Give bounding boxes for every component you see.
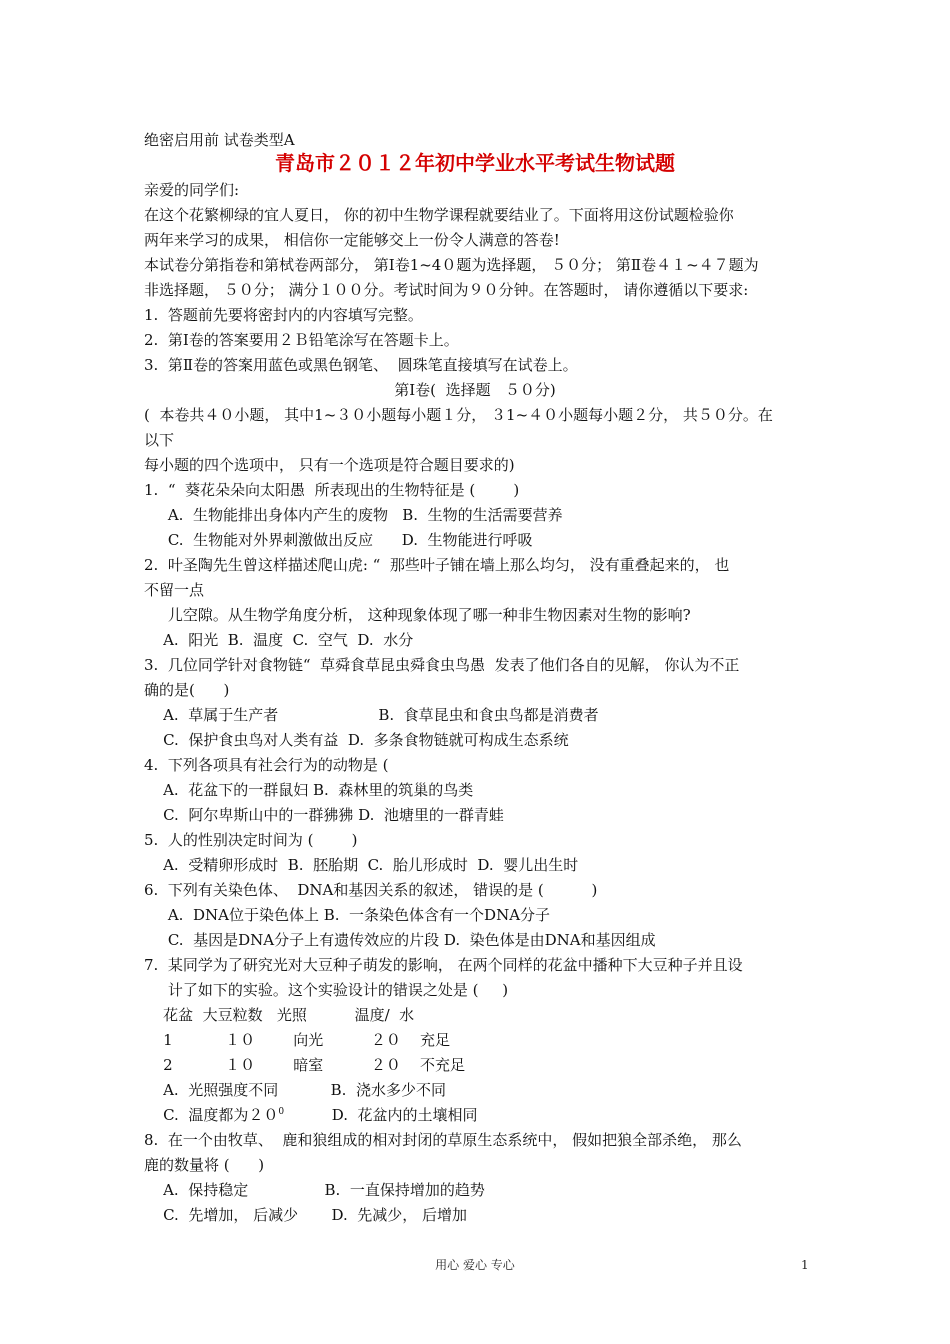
option-c-text: C. 温度都为２０ <box>144 1106 279 1124</box>
question-line: A. 花盆下的一群鼠妇 B. 森林里的筑巢的鸟类 <box>144 781 474 799</box>
experiment-table-row: 2 １０ 暗室 ２０ 不充足 <box>144 1056 465 1074</box>
question-line: C. 生物能对外界刺激做出反应 D. 生物能进行呼吸 <box>144 531 533 549</box>
classification-line: 绝密启用前 试卷类型A <box>144 131 295 149</box>
instruction-item: 1. 答题前先要将密封内的内容填写完整。 <box>144 306 423 324</box>
question-line: 6. 下列有关染色体、 DNA和基因关系的叙述， 错误的是 ( ) <box>144 881 598 899</box>
question-line: A. 生物能排出身体内产生的废物 B. 生物的生活需要营养 <box>144 506 563 524</box>
question-line: A. 保持稳定 B. 一直保持增加的趋势 <box>144 1181 485 1199</box>
question-line: 不留一点 <box>144 581 205 599</box>
question-line: 鹿的数量将 ( ) <box>144 1156 265 1174</box>
question-line: 4. 下列各项具有社会行为的动物是 ( <box>144 756 389 774</box>
experiment-table-header: 花盆 大豆粒数 光照 温度/ 水 <box>144 1006 415 1024</box>
intro-line: 两年来学习的成果， 相信你一定能够交上一份令人满意的答卷! <box>144 231 560 249</box>
question-line: A. 受精卵形成时 B. 胚胎期 C. 胎儿形成时 D. 婴儿出生时 <box>144 856 579 874</box>
option-d-text: D. 花盆内的土壤相同 <box>331 1106 478 1124</box>
question-line: 2. 叶圣陶先生曾这样描述爬山虎: “ 那些叶子铺在墙上那么均匀， 没有重叠起来的， 也 <box>144 556 730 574</box>
intro-line: 在这个花繁柳绿的宜人夏日， 你的初中生物学课程就要结业了。下面将用这份试题检验你 <box>144 206 734 224</box>
question-line: 儿空隙。从生物学角度分析， 这种现象体现了哪一种非生物因素对生物的影响? <box>144 606 691 624</box>
intro-greeting: 亲爱的同学们: <box>144 181 240 199</box>
question-line: 5. 人的性别决定时间为 ( ) <box>144 831 358 849</box>
question-line: 7. 某同学为了研究光对大豆种子萌发的影响， 在两个同样的花盆中播种下大豆种子并且设 <box>144 956 743 974</box>
question-line: 1. “ 葵花朵朵向太阳愚 所表现出的生物特征是 ( ) <box>144 481 520 499</box>
question-line: C. 先增加， 后减少 D. 先减少， 后增加 <box>144 1206 468 1224</box>
question-line: 计了如下的实验。这个实验设计的错误之处是 ( ) <box>144 981 509 999</box>
page-number: 1 <box>801 1258 809 1272</box>
question-line: C. 阿尔卑斯山中的一群狒狒 D. 池塘里的一群青蛙 <box>144 806 504 824</box>
footer-motto: 用心 爱心 专心 <box>435 1258 515 1272</box>
section-note: ( 本卷共４０小题， 其中1~３０小题每小题１分， ３1~４０小题每小题２分， 共５０分。在 <box>144 406 773 424</box>
exam-title: 青岛市２０１２年初中学业水平考试生物试题 <box>275 151 675 175</box>
degree-superscript: 0 <box>278 1107 285 1117</box>
question-line: A. 草属于生产者 B. 食草昆虫和食虫鸟都是消费者 <box>144 706 599 724</box>
question-line: 8. 在一个由牧草、 鹿和狼组成的相对封闭的草原生态系统中， 假如把狼全部杀绝， 那么 <box>144 1131 742 1149</box>
section-note: 每小题的四个选项中， 只有一个选项是符合题目要求的) <box>144 456 515 474</box>
question-line <box>144 1106 478 1124</box>
section-note: 以下 <box>144 431 175 449</box>
question-line: A. 光照强度不同 B. 浇水多少不同 <box>144 1081 446 1099</box>
question-line: C. 保护食虫鸟对人类有益 D. 多条食物链就可构成生态系统 <box>144 731 569 749</box>
section-heading: 第Ⅰ卷( 选择题 ５０分) <box>394 381 556 399</box>
instruction-item: 3. 第Ⅱ卷的答案用蓝色或黑色钢笔、 圆珠笔直接填写在试卷上。 <box>144 356 578 374</box>
question-line: C. 基因是DNA分子上有遗传效应的片段 D. 染色体是由DNA和基因组成 <box>144 931 656 949</box>
intro-line: 本试卷分第指卷和第栻卷两部分， 第Ⅰ卷1~4０题为选择题， ５０分； 第Ⅱ卷４１~４７题为 <box>144 256 759 274</box>
experiment-table-row: 1 １０ 向光 ２０ 充足 <box>144 1031 450 1049</box>
instruction-item: 2. 第Ⅰ卷的答案要用２Ｂ铅笔涂写在答题卡上。 <box>144 331 459 349</box>
question-line: A. 阳光 B. 温度 C. 空气 D. 水分 <box>144 631 414 649</box>
intro-line: 非选择题， ５０分； 满分１００分。考试时间为９０分钟。在答题时， 请你遵循以下要求: <box>144 281 749 299</box>
question-line: 确的是( ) <box>144 681 230 699</box>
question-line: A. DNA位于染色体上 B. 一条染色体含有一个DNA分子 <box>144 906 551 924</box>
question-line: 3. 几位同学针对食物链“ 草舜食草昆虫舜食虫鸟愚 发表了他们各自的见解， 你认为不正 <box>144 656 740 674</box>
